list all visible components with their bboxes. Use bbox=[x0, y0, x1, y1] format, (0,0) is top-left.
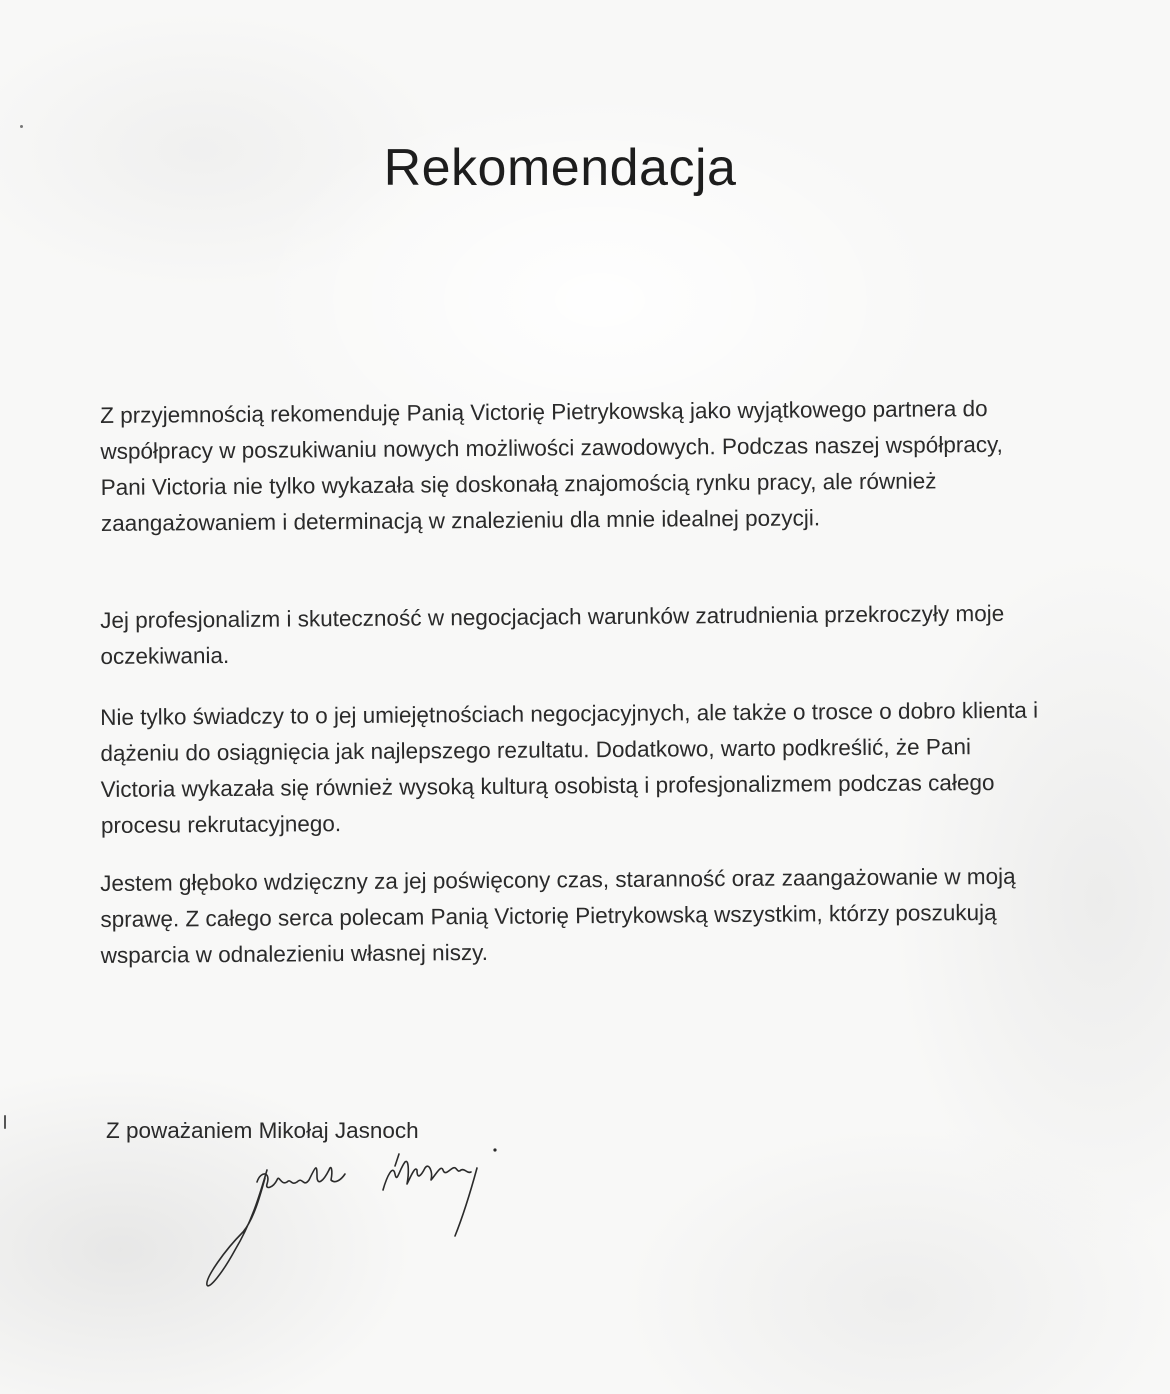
paper-speck bbox=[20, 125, 23, 128]
paragraph-2: Jej profesjonalizm i skuteczność w negocjacjach warunków zatrudnienia przekroczyły moje oczekiwania. bbox=[100, 600, 1005, 669]
paragraph-3: Nie tylko świadczy to o jej umiejętnościach negocjacyjnych, ale także o trosce o dobro klienta i dążeniu do osiągnięcia jak najlepszego rezultatu. Dodatkowo, warto podkreślić, że Pani Victoria wykazała się również wysoką kulturą osobistą i profesjonalizmem podczas całego procesu rekrutacyjnego. bbox=[100, 697, 1039, 838]
closing-line: Z poważaniem Mikołaj Jasnoch bbox=[106, 1118, 419, 1143]
signature-icon bbox=[195, 1140, 555, 1300]
document-title: Rekomendacja bbox=[383, 139, 737, 197]
paragraph-1: Z przyjemnością rekomenduję Panią Victorię Pietrykowską jako wyjątkowego partnera do współpracy w poszukiwaniu nowych możliwości zawodowych. Podczas naszej współpracy, Pani Victoria nie tylko wykazała się doskonałą znajomością rynku pracy, ale również zaangażowaniem i determinacją w znalezieniu dla mnie idealnej pozycji. bbox=[100, 396, 1003, 536]
paragraph-4: Jestem głęboko wdzięczny za jej poświęcony czas, staranność oraz zaangażowanie w moją sprawę. Z całego serca polecam Panią Victorię Pietrykowską wszystkim, którzy poszukują wsparcia w odnalezieniu własnej niszy. bbox=[100, 863, 1016, 968]
margin-mark bbox=[4, 1115, 6, 1129]
